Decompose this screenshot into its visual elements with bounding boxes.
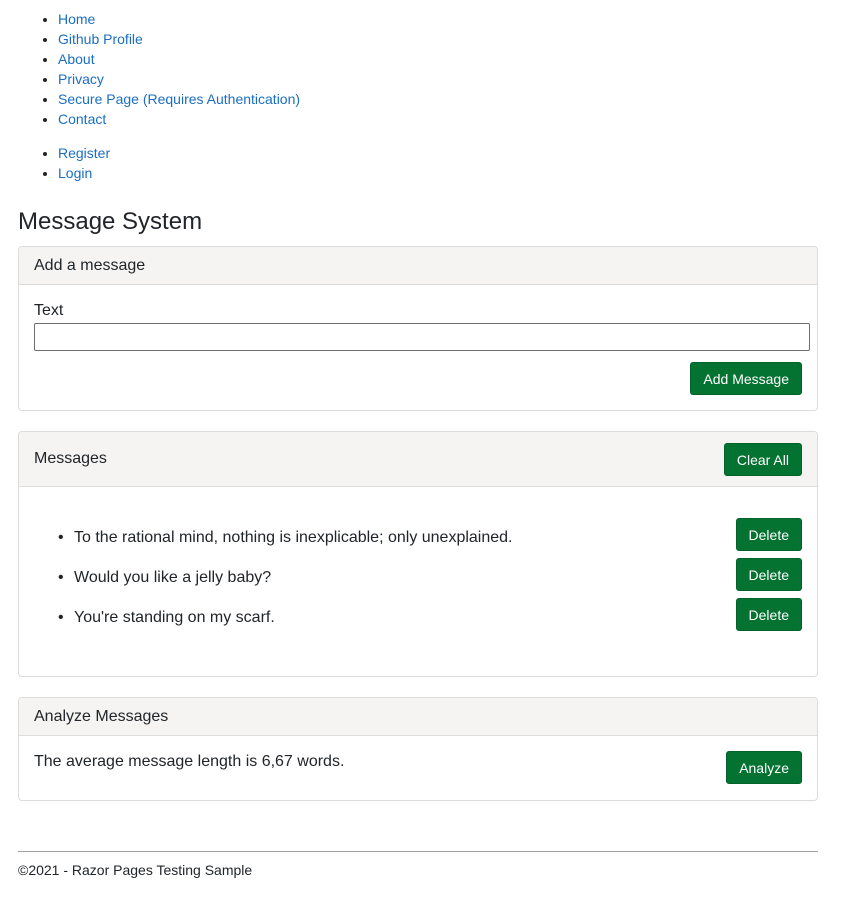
footer-text: ©2021 - Razor Pages Testing Sample: [18, 862, 253, 878]
text-field-label: Text: [34, 302, 64, 319]
account-nav: [18, 143, 818, 183]
message-text: You're standing on my scarf.: [74, 609, 275, 626]
messages-card-body: [19, 487, 817, 676]
add-message-actions: [34, 362, 810, 395]
add-message-card-body: [19, 285, 817, 410]
messages-card: [18, 431, 818, 677]
nav-item-about: [58, 49, 818, 69]
analyze-messages-card-header: [19, 698, 817, 736]
clear-all-button[interactable]: Clear All: [724, 443, 802, 476]
nav-item-home: [58, 9, 818, 29]
nav-link-github-profile[interactable]: Github Profile: [58, 31, 143, 47]
message-text: Would you like a jelly baby?: [74, 569, 272, 586]
nav-link-login[interactable]: Login: [58, 165, 93, 181]
primary-nav: [18, 9, 818, 129]
page-container: [18, 0, 818, 878]
nav-link-home[interactable]: Home: [58, 11, 96, 27]
nav-item-secure-page: [58, 89, 818, 109]
analyze-messages-card-title: Analyze Messages: [34, 707, 169, 725]
add-message-card-title: Add a message: [34, 256, 146, 274]
page-title: Message System: [18, 208, 203, 235]
delete-message-button[interactable]: Delete: [736, 598, 802, 631]
nav-item-contact: [58, 109, 818, 129]
nav-item-login: [58, 163, 818, 183]
messages-card-header: [19, 432, 817, 487]
message-text: To the rational mind, nothing is inexplicable; only unexplained.: [74, 529, 513, 546]
page-footer: [18, 851, 818, 878]
message-item: [58, 518, 802, 558]
message-list: [34, 518, 802, 638]
nav-link-about[interactable]: About: [58, 51, 95, 67]
analyze-messages-card: [18, 697, 818, 801]
message-item: [58, 598, 802, 638]
nav-link-secure-page[interactable]: Secure Page (Requires Authentication): [58, 91, 301, 107]
messages-card-title: Messages: [34, 450, 107, 467]
nav-item-privacy: [58, 69, 818, 89]
delete-message-button[interactable]: Delete: [736, 518, 802, 551]
nav-item-register: [58, 143, 818, 163]
nav-item-github-profile: [58, 29, 818, 49]
analysis-result-text: The average message length is 6,67 words.: [34, 753, 345, 770]
nav-link-privacy[interactable]: Privacy: [58, 71, 104, 87]
nav-link-contact[interactable]: Contact: [58, 111, 107, 127]
analyze-messages-card-body: [19, 736, 817, 800]
bullet-icon: •: [58, 529, 64, 546]
message-text-input[interactable]: [34, 323, 810, 351]
nav-link-register[interactable]: Register: [58, 145, 111, 161]
delete-message-button[interactable]: Delete: [736, 558, 802, 591]
add-message-card: [18, 246, 818, 411]
message-item: [58, 558, 802, 598]
add-message-button[interactable]: Add Message: [690, 362, 802, 395]
bullet-icon: •: [58, 569, 64, 586]
analyze-button[interactable]: Analyze: [726, 751, 802, 784]
bullet-icon: •: [58, 609, 64, 626]
add-message-card-header: [19, 247, 817, 285]
